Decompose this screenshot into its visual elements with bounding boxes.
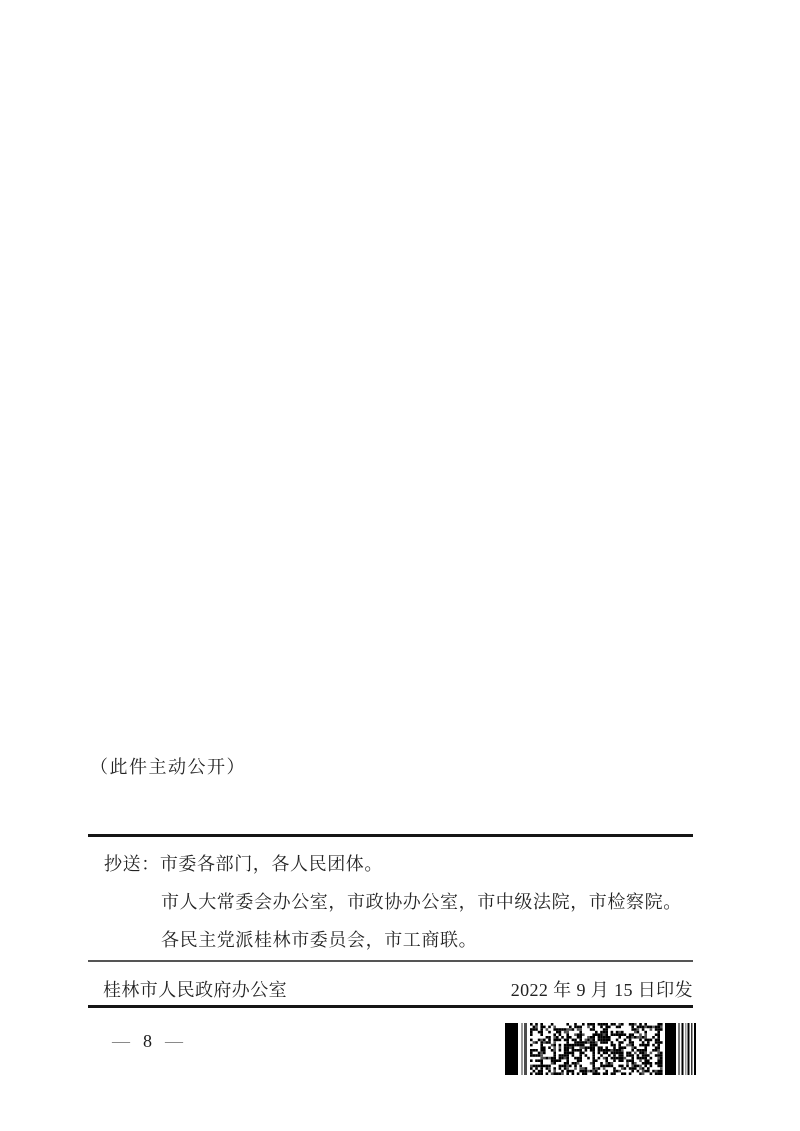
footer-bottom-rule: [88, 1005, 693, 1008]
cc-line-3: 各民主党派桂林市委员会，市工商联。: [161, 930, 478, 950]
disclosure-note: （此件主动公开）: [90, 757, 246, 777]
page-number-right-dash: —: [165, 1031, 183, 1051]
cc-label: 抄送：: [104, 854, 160, 874]
publisher-name: 桂林市人民政府办公室: [103, 980, 287, 1000]
page-number-left-dash: —: [112, 1031, 130, 1051]
print-date: 2022 年 9 月 15 日印发: [510, 980, 693, 1000]
cc-line-2: 市人大常委会办公室，市政协办公室，市中级法院，市检察院。: [161, 892, 682, 912]
footer-middle-rule: [88, 960, 693, 962]
barcode: [505, 1023, 697, 1075]
page-number: [112, 1031, 183, 1052]
footer-top-rule: [88, 834, 693, 837]
page-number-value: 8: [143, 1031, 152, 1051]
cc-text-1: 市委各部门，各人民团体。: [159, 854, 384, 874]
cc-line-1: [104, 850, 383, 876]
